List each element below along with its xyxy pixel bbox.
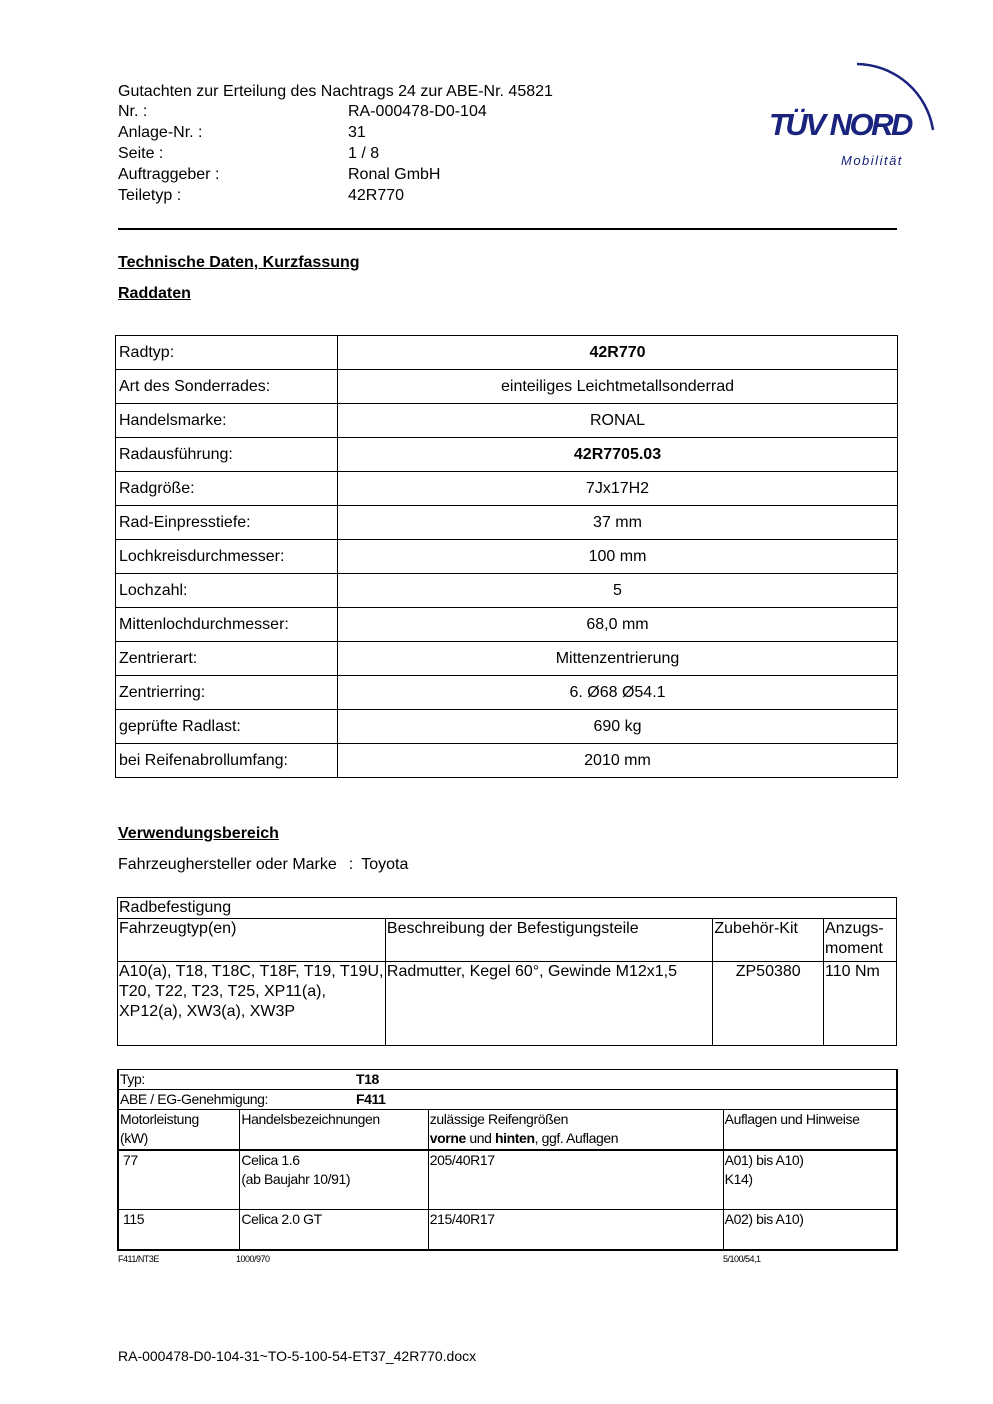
table-row: Lochkreisdurchmesser: 100 mm bbox=[116, 540, 898, 574]
footer-filename: RA-000478-D0-104-31~TO-5-100-54-ET37_42R770.docx bbox=[118, 1348, 477, 1364]
table-row: A10(a), T18, T18C, T18F, T19, T19U, T20, T22, T23, T25, XP11(a), XP12(a), XW3(a), XW3P Radmutter, Kegel 60°, Gewinde M12x1,5 ZP50380 110 Nm bbox=[118, 962, 897, 1046]
footnote-middle: 1000/970 bbox=[236, 1254, 270, 1264]
table-row: Radausführung: 42R7705.03 bbox=[116, 438, 898, 472]
section-technical: Technische Daten, Kurzfassung bbox=[118, 254, 360, 271]
report-title: Gutachten zur Erteilung des Nachtrags 24 zur ABE-Nr. 45821 bbox=[118, 83, 553, 100]
table-row: 77 Celica 1.6 (ab Baujahr 10/91) 205/40R17 A01) bis A10) K14) bbox=[118, 1150, 897, 1210]
vehicle-type-table: Typ: T18 ABE / EG-Genehmigung: F411 Motorleistung (kW) Handelsbezeichnungen zulässige Reifengrößen vorne und hinten, ggf. Auflagen Auflagen und Hinweise 77 Celica 1.6 (ab Baujahr 10/91) 205/40R17 A01) bis A10) K14) 115 Celica 2.0 GT 215/40R17 A02) bis A10) bbox=[117, 1069, 898, 1251]
header-row-teiletyp: Teiletyp : 42R770 bbox=[118, 187, 405, 204]
logo-tagline: Mobilität bbox=[841, 153, 903, 168]
table-row: Lochzahl: 5 bbox=[116, 574, 898, 608]
footnote-right: 5/100/54,1 bbox=[723, 1254, 761, 1264]
table-row: Zentrierring: 6. Ø68 Ø54.1 bbox=[116, 676, 898, 710]
header-row-auftraggeber: Auftraggeber : Ronal GmbH bbox=[118, 166, 441, 183]
footnote-left: F411/NT3E bbox=[118, 1254, 159, 1264]
wheel-data-table bbox=[115, 335, 898, 778]
manufacturer-line: Fahrzeughersteller oder Marke : Toyota bbox=[118, 856, 409, 873]
header-row-anlage: Anlage-Nr. : 31 bbox=[118, 124, 366, 141]
table-row: Art des Sonderrades: einteiliges Leichtmetallsonderrad bbox=[116, 370, 898, 404]
section-wheel: Raddaten bbox=[118, 285, 191, 302]
tuv-nord-logo bbox=[765, 58, 940, 173]
table-row: Rad-Einpresstiefe: 37 mm bbox=[116, 506, 898, 540]
table-row: 115 Celica 2.0 GT 215/40R17 A02) bis A10) bbox=[118, 1210, 897, 1250]
table-row: Handelsmarke: RONAL bbox=[116, 404, 898, 438]
table-row: Radtyp: 42R770 bbox=[116, 336, 898, 370]
table-row: bei Reifenabrollumfang: 2010 mm bbox=[116, 744, 898, 778]
table-row: Zentrierart: Mittenzentrierung bbox=[116, 642, 898, 676]
logo-brand: TÜV NORD bbox=[769, 107, 911, 142]
header-row-seite: Seite : 1 / 8 bbox=[118, 145, 380, 162]
header-divider bbox=[118, 228, 897, 230]
table-row: Radgröße: 7Jx17H2 bbox=[116, 472, 898, 506]
fastening-table: Radbefestigung Fahrzeugtyp(en) Beschreibung der Befestigungsteile Zubehör-Kit Anzugs- moment A10(a), T18, T18C, T18F, T19, T19U, T20, T22, T23, T25, XP11(a), XP12(a), XW3(a), XW3P Radmutter, Kegel 60°, Gewinde M12x1,5 ZP50380 110 Nm bbox=[117, 897, 897, 1046]
fastening-title: Radbefestigung bbox=[118, 898, 897, 919]
header-row-nr: Nr. : RA-000478-D0-104 bbox=[118, 103, 487, 120]
section-usage: Verwendungsbereich bbox=[118, 825, 279, 842]
table-row: Mittenlochdurchmesser: 68,0 mm bbox=[116, 608, 898, 642]
table-row: geprüfte Radlast: 690 kg bbox=[116, 710, 898, 744]
